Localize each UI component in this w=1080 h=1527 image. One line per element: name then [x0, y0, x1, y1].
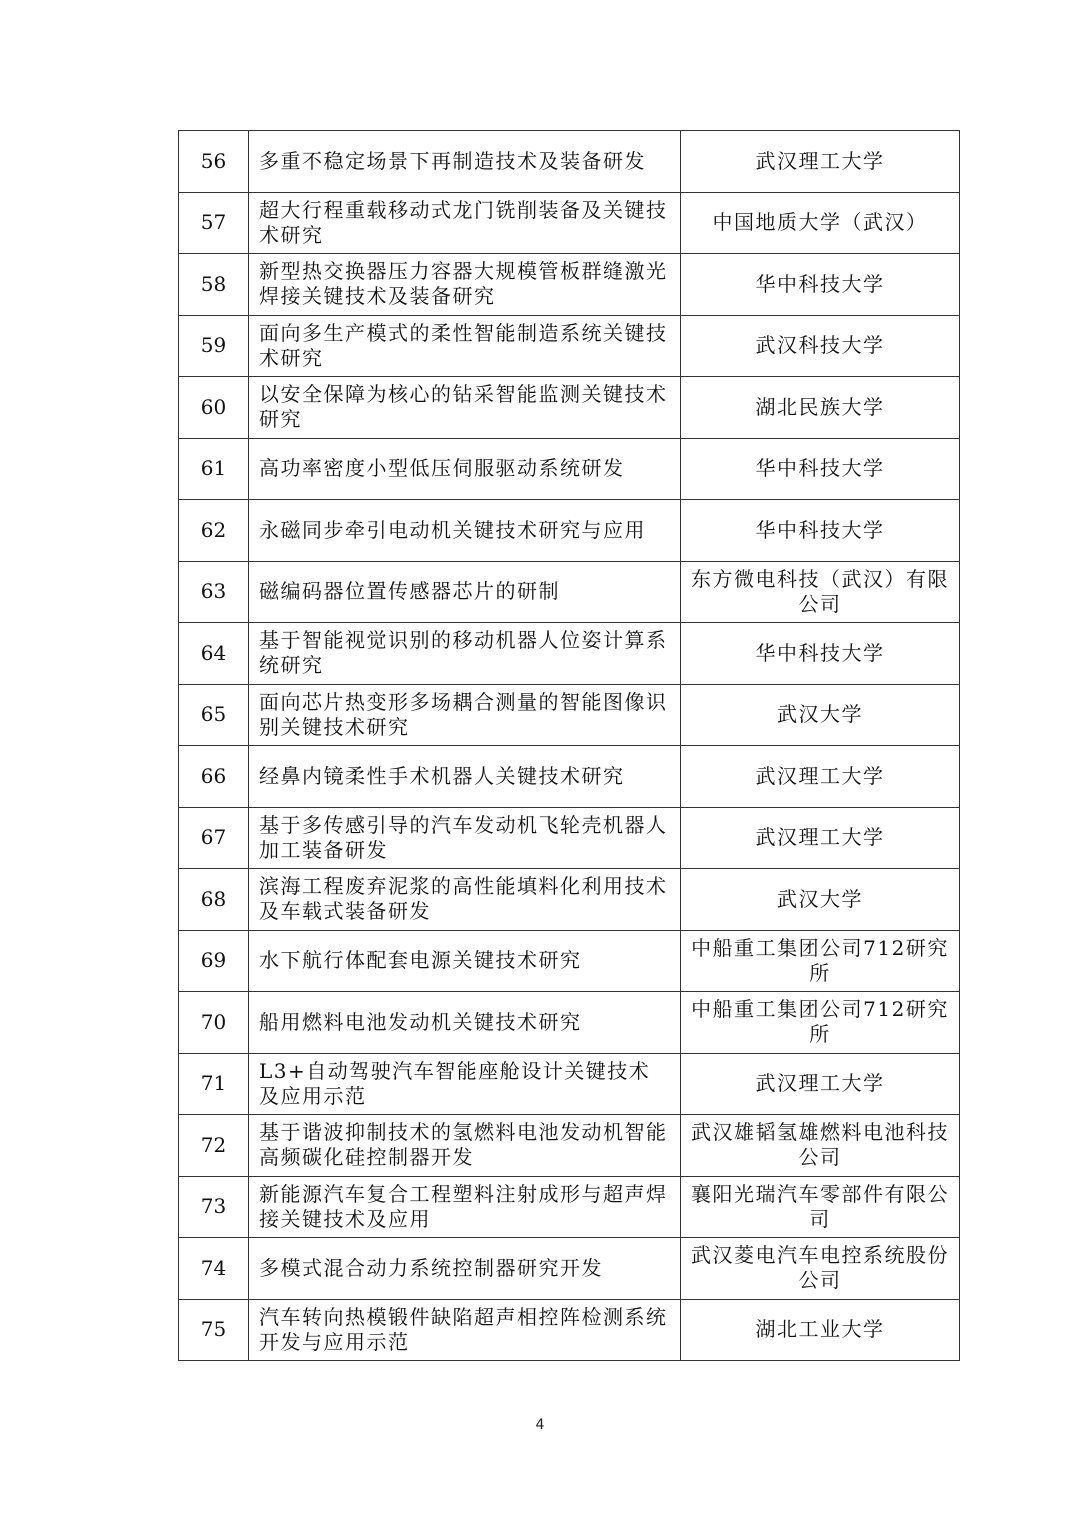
institution-cell: 华中科技大学 [681, 623, 960, 685]
table-row [179, 561, 960, 623]
row-number-cell: 64 [179, 623, 249, 685]
institution-cell: 武汉雄韬氢雄燃料电池科技公司 [681, 1115, 960, 1177]
project-name-cell: 多重不稳定场景下再制造技术及装备研发 [249, 131, 681, 193]
project-name-cell: 新型热交换器压力容器大规模管板群缝激光焊接关键技术及装备研究 [249, 254, 681, 316]
institution-cell: 武汉理工大学 [681, 807, 960, 869]
row-number-cell: 71 [179, 1053, 249, 1115]
table-row [179, 1238, 960, 1300]
project-name-cell: 水下航行体配套电源关键技术研究 [249, 930, 681, 992]
row-number-cell: 66 [179, 746, 249, 808]
institution-cell: 武汉大学 [681, 869, 960, 931]
table-row [179, 131, 960, 193]
table-row [179, 1299, 960, 1361]
project-name-cell: 滨海工程废弃泥浆的高性能填料化利用技术及车载式装备研发 [249, 869, 681, 931]
institution-cell: 武汉理工大学 [681, 746, 960, 808]
institution-cell: 襄阳光瑞汽车零部件有限公司 [681, 1176, 960, 1238]
row-number-cell: 67 [179, 807, 249, 869]
project-name-cell: 汽车转向热模锻件缺陷超声相控阵检测系统开发与应用示范 [249, 1299, 681, 1361]
table-row [179, 684, 960, 746]
project-name-cell: 经鼻内镜柔性手术机器人关键技术研究 [249, 746, 681, 808]
project-name-cell: 新能源汽车复合工程塑料注射成形与超声焊接关键技术及应用 [249, 1176, 681, 1238]
institution-cell: 武汉菱电汽车电控系统股份公司 [681, 1238, 960, 1300]
table-row [179, 1176, 960, 1238]
project-name-cell: 面向芯片热变形多场耦合测量的智能图像识别关键技术研究 [249, 684, 681, 746]
project-table [178, 130, 960, 1361]
row-number-cell: 56 [179, 131, 249, 193]
row-number-cell: 65 [179, 684, 249, 746]
project-name-cell: 磁编码器位置传感器芯片的研制 [249, 561, 681, 623]
institution-cell: 湖北工业大学 [681, 1299, 960, 1361]
project-table-body [179, 131, 960, 1361]
project-name-cell: 基于智能视觉识别的移动机器人位姿计算系统研究 [249, 623, 681, 685]
institution-cell: 湖北民族大学 [681, 377, 960, 439]
row-number-cell: 63 [179, 561, 249, 623]
project-name-cell: 面向多生产模式的柔性智能制造系统关键技术研究 [249, 315, 681, 377]
row-number-cell: 70 [179, 992, 249, 1054]
table-row [179, 807, 960, 869]
institution-cell: 中国地质大学（武汉） [681, 192, 960, 254]
project-name-cell: 基于谐波抑制技术的氢燃料电池发动机智能高频碳化硅控制器开发 [249, 1115, 681, 1177]
project-name-cell: 超大行程重载移动式龙门铣削装备及关键技术研究 [249, 192, 681, 254]
institution-cell: 中船重工集团公司712研究所 [681, 992, 960, 1054]
table-row [179, 500, 960, 562]
project-name-cell: 基于多传感引导的汽车发动机飞轮壳机器人加工装备研发 [249, 807, 681, 869]
table-row [179, 377, 960, 439]
table-row [179, 1053, 960, 1115]
table-row [179, 992, 960, 1054]
institution-cell: 武汉理工大学 [681, 131, 960, 193]
table-row [179, 438, 960, 500]
page-number: 4 [535, 1417, 545, 1433]
project-name-cell: 以安全保障为核心的钻采智能监测关键技术研究 [249, 377, 681, 439]
row-number-cell: 75 [179, 1299, 249, 1361]
table-row [179, 254, 960, 316]
table-row [179, 930, 960, 992]
institution-cell: 华中科技大学 [681, 500, 960, 562]
row-number-cell: 61 [179, 438, 249, 500]
institution-cell: 武汉理工大学 [681, 1053, 960, 1115]
table-row [179, 315, 960, 377]
institution-cell: 武汉大学 [681, 684, 960, 746]
institution-cell: 武汉科技大学 [681, 315, 960, 377]
institution-cell: 华中科技大学 [681, 254, 960, 316]
row-number-cell: 57 [179, 192, 249, 254]
row-number-cell: 59 [179, 315, 249, 377]
row-number-cell: 72 [179, 1115, 249, 1177]
project-name-cell: 永磁同步牵引电动机关键技术研究与应用 [249, 500, 681, 562]
row-number-cell: 68 [179, 869, 249, 931]
project-name-cell: 船用燃料电池发动机关键技术研究 [249, 992, 681, 1054]
table-row [179, 623, 960, 685]
table-row [179, 869, 960, 931]
table-row [179, 746, 960, 808]
project-name-cell: L3+自动驾驶汽车智能座舱设计关键技术及应用示范 [249, 1053, 681, 1115]
row-number-cell: 60 [179, 377, 249, 439]
row-number-cell: 73 [179, 1176, 249, 1238]
table-row [179, 192, 960, 254]
institution-cell: 华中科技大学 [681, 438, 960, 500]
row-number-cell: 74 [179, 1238, 249, 1300]
project-name-cell: 高功率密度小型低压伺服驱动系统研发 [249, 438, 681, 500]
institution-cell: 东方微电科技（武汉）有限公司 [681, 561, 960, 623]
row-number-cell: 69 [179, 930, 249, 992]
institution-cell: 中船重工集团公司712研究所 [681, 930, 960, 992]
project-name-cell: 多模式混合动力系统控制器研究开发 [249, 1238, 681, 1300]
row-number-cell: 62 [179, 500, 249, 562]
row-number-cell: 58 [179, 254, 249, 316]
table-row [179, 1115, 960, 1177]
